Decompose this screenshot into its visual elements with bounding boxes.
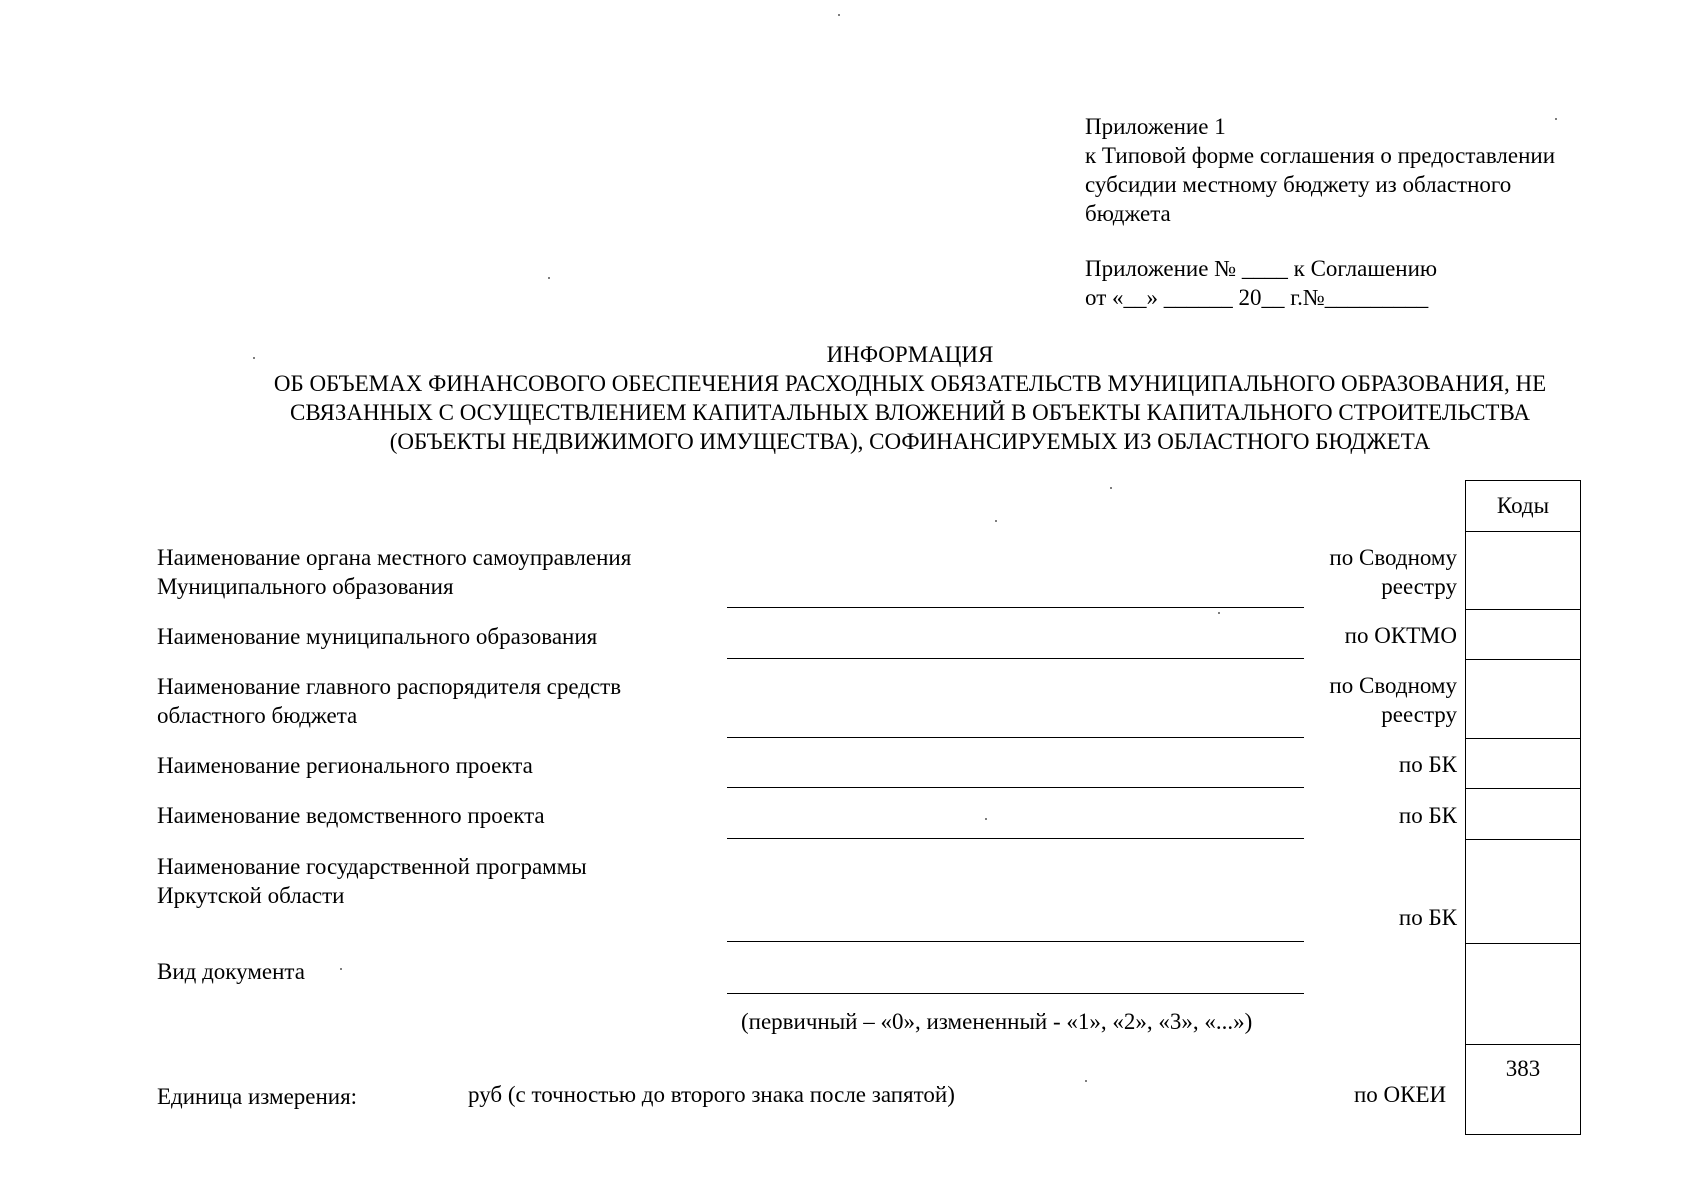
scan-speck [548,277,550,279]
appendix-line-4: бюджета [1085,201,1171,226]
appendix-line-3: субсидии местному бюджету из областного [1085,172,1512,197]
row-label-departmental-project [157,801,545,830]
code-cell-consolidated-register-2[interactable] [1466,660,1581,739]
row-label-line: Наименование главного распорядителя средств [157,674,622,699]
row-label-line: Иркутской области [157,883,345,908]
appendix-line-2: к Типовой форме соглашения о предоставлении [1085,143,1556,168]
departmental-project-field[interactable] [727,838,1304,839]
title-line-4: (ОБЪЕКТЫ НЕДВИЖИМОГО ИМУЩЕСТВА), СОФИНАНСИРУЕМЫХ ИЗ ОБЛАСТНОГО БЮДЖЕТА [389,429,1431,454]
scan-speck [253,357,255,359]
code-label-line: по БК [1398,905,1457,930]
codes-table [1465,480,1581,1135]
row-label-chief-administrator [157,672,621,730]
code-label-line: по Сводному [1329,673,1457,698]
row-label-line: Наименование муниципального образования [157,624,598,649]
code-label-line: по БК [1398,803,1457,828]
title-line-1: ИНФОРМАЦИЯ [826,342,994,367]
code-cell-consolidated-register[interactable] [1466,532,1581,610]
title-line-2: ОБ ОБЪЕМАХ ФИНАНСОВОГО ОБЕСПЕЧЕНИЯ РАСХОДНЫХ ОБЯЗАТЕЛЬСТВ МУНИЦИПАЛЬНОГО ОБРАЗОВАНИЯ, НЕ [273,371,1547,396]
row-label-line: Наименование государственной программы [157,854,587,879]
row-label-line: областного бюджета [157,703,358,728]
row-label-regional-project [157,751,533,780]
code-cell-document-type[interactable] [1466,944,1581,1045]
row-label-document-type [157,957,305,986]
title-line-3: СВЯЗАННЫХ С ОСУЩЕСТВЛЕНИЕМ КАПИТАЛЬНЫХ ВЛОЖЕНИЙ В ОБЪЕКТЫ КАПИТАЛЬНОГО СТРОИТЕЛЬСТВА [290,400,1530,425]
code-cell-regional-project[interactable] [1466,739,1581,789]
code-label-bk [1399,903,1457,932]
row-label-line: Вид документа [157,959,305,984]
scan-speck [985,818,987,820]
row-label-line: Наименование ведомственного проекта [157,803,545,828]
code-label-line: реестру [1381,702,1457,727]
code-cell-state-program[interactable] [1466,840,1581,944]
document-title [200,340,1620,456]
code-label-line: по БК [1398,752,1457,777]
code-label-line: реестру [1381,574,1457,599]
code-label-line: по Сводному [1329,545,1457,570]
okei-label: по ОКЕИ [1354,1082,1447,1107]
document-type-hint: (первичный – «0», измененный - «1», «2», «3», «...») [741,1009,1253,1034]
scan-speck [340,968,342,970]
codes-header: Коды [1466,481,1581,532]
code-label-bk [1399,801,1457,830]
row-label-line: Муниципального образования [157,574,454,599]
scan-speck [1085,1080,1087,1082]
agreement-reference-line-1: Приложение № ____ к Соглашению [1085,256,1438,281]
row-label-line: Наименование органа местного самоуправления [157,545,632,570]
scan-speck [1555,118,1557,120]
local-authority-field[interactable] [727,607,1304,608]
unit-label: Единица измерения: [157,1084,358,1109]
appendix-line-1: Приложение 1 [1085,114,1226,139]
scan-speck [1110,487,1112,489]
document-type-field[interactable] [727,993,1304,994]
scan-speck [995,520,997,522]
code-label-oktmo [1345,621,1457,650]
row-label-local-authority [157,543,631,601]
appendix-block [1085,112,1645,312]
code-cell-departmental-project[interactable] [1466,789,1581,840]
municipality-field[interactable] [727,658,1304,659]
code-label-consolidated-register [1329,543,1457,601]
scan-speck [838,14,840,16]
code-label-line: по ОКТМО [1344,623,1457,648]
scan-speck [1218,612,1220,614]
agreement-reference-line-2: от «__» ______ 20__ г.№_________ [1085,285,1429,310]
row-label-state-program [157,852,587,910]
row-label-line: Наименование регионального проекта [157,753,533,778]
code-label-consolidated-register [1329,671,1457,729]
code-label-bk [1399,750,1457,779]
code-cell-oktmo[interactable] [1466,610,1581,660]
regional-project-field[interactable] [727,787,1304,788]
code-cell-okei: 383 [1466,1045,1581,1135]
unit-value: руб (с точностью до второго знака после запятой) [468,1082,955,1107]
chief-administrator-field[interactable] [727,737,1304,738]
state-program-field[interactable] [727,941,1304,942]
row-label-municipality [157,622,597,651]
